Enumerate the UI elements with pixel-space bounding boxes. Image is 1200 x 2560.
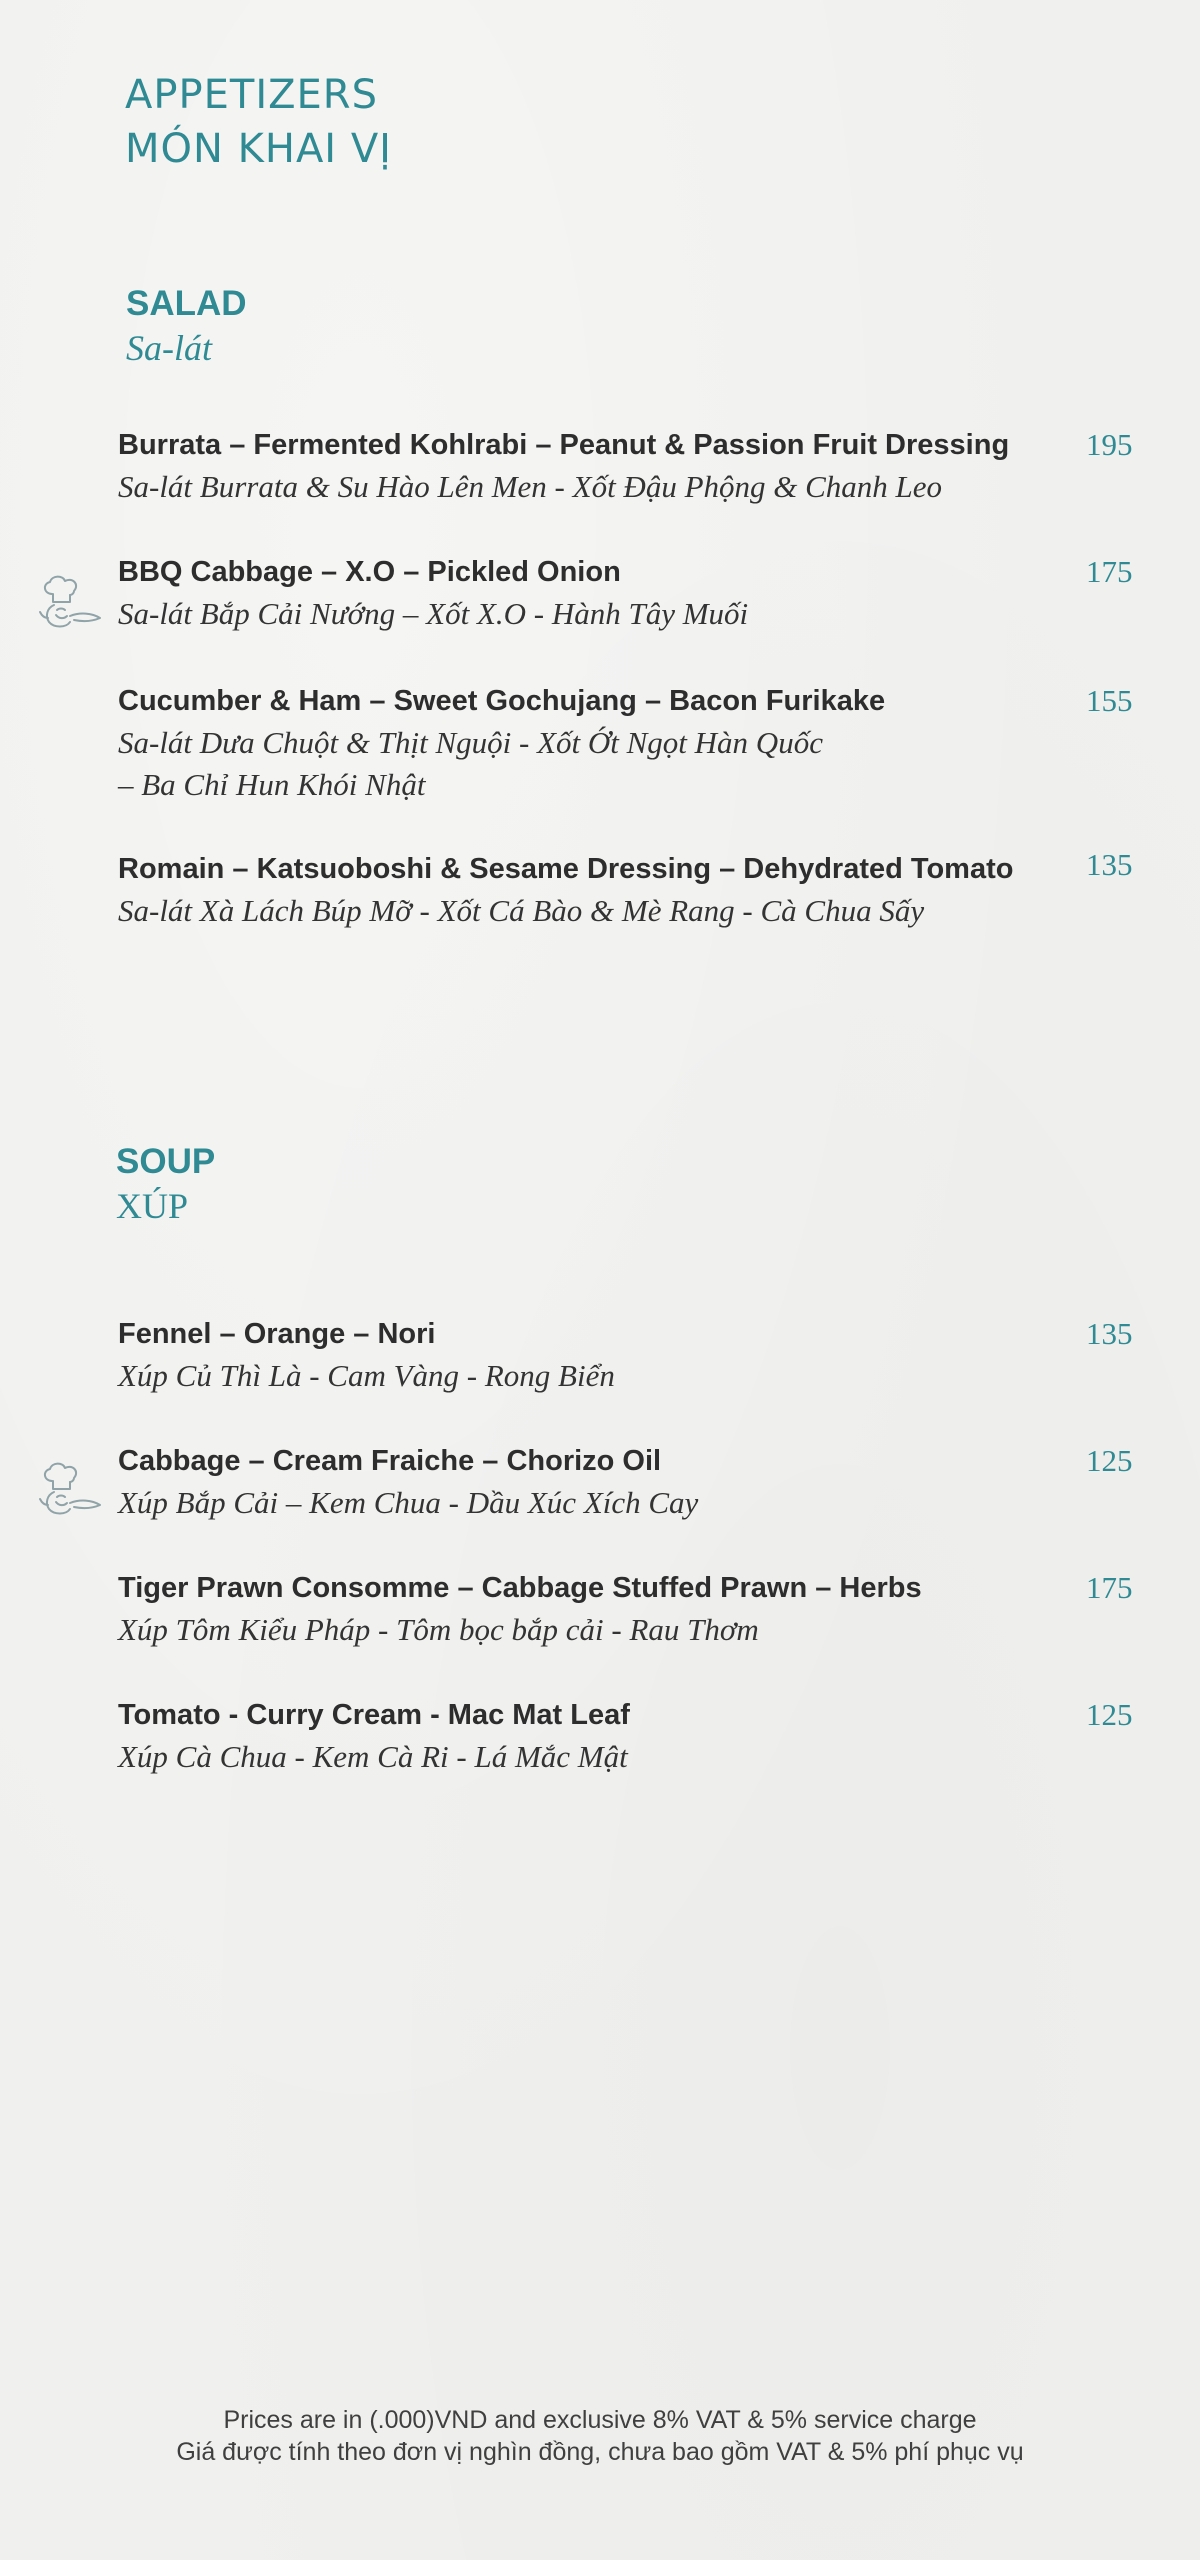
menu-item-price: 135 <box>1086 847 1133 882</box>
menu-item-name-en: Romain – Katsuoboshi & Sesame Dressing – Dehydrated Tomato <box>118 853 1014 885</box>
menu-item-name-en: Burrata – Fermented Kohlrabi – Peanut & Passion Fruit Dressing <box>118 429 1010 461</box>
soup-title-vi: XÚP <box>116 1186 189 1226</box>
menu-item <box>118 551 1078 635</box>
menu-item-name-vi: Sa-lát Dưa Chuột & Thịt Nguội - Xốt Ớt Ngọt Hàn Quốc <box>118 725 823 760</box>
menu-item-price: 175 <box>1086 1570 1133 1605</box>
soup-section-heading <box>116 1140 215 1228</box>
menu-item-name-vi: Sa-lát Xà Lách Búp Mỡ - Xốt Cá Bào & Mè Rang - Cà Chua Sấy <box>118 893 925 928</box>
salad-section-heading <box>126 282 247 370</box>
menu-item-name-vi: Xúp Tôm Kiểu Pháp - Tôm bọc bắp cải - Rau Thơm <box>118 1612 759 1647</box>
menu-item <box>118 1313 1078 1397</box>
menu-item-name-en: Cabbage – Cream Fraiche – Chorizo Oil <box>118 1445 662 1477</box>
menu-item-name-vi: Xúp Củ Thì Là - Cam Vàng - Rong Biển <box>118 1358 615 1393</box>
menu-item-price: 195 <box>1086 427 1133 462</box>
menu-item-name-en: BBQ Cabbage – X.O – Pickled Onion <box>118 556 621 588</box>
price-note <box>0 2404 1200 2468</box>
menu-item-name-en: Fennel – Orange – Nori <box>118 1318 436 1350</box>
menu-item-price: 125 <box>1086 1443 1133 1478</box>
price-note-vi: Giá được tính theo đơn vị nghìn đồng, chưa bao gồm VAT & 5% phí phục vụ <box>176 2438 1024 2466</box>
salad-title-vi: Sa-lát <box>126 328 212 368</box>
menu-item <box>118 424 1078 508</box>
menu-item-name-vi: Sa-lát Burrata & Su Hào Lên Men - Xốt Đậu Phộng & Chanh Leo <box>118 469 943 504</box>
page-title <box>125 68 392 176</box>
price-note-en: Prices are in (.000)VND and exclusive 8% VAT & 5% service charge <box>223 2406 977 2434</box>
menu-item-price: 155 <box>1086 683 1133 718</box>
menu-item <box>118 680 1078 806</box>
menu-item-name-vi: Xúp Cà Chua - Kem Cà Ri - Lá Mắc Mật <box>118 1739 628 1774</box>
menu-item-name-vi-continued: – Ba Chỉ Hun Khói Nhật <box>118 767 426 802</box>
menu-item-price: 175 <box>1086 554 1133 589</box>
menu-item-name-vi: Sa-lát Bắp Cải Nướng – Xốt X.O - Hành Tây Muối <box>118 596 749 631</box>
menu-item-price: 125 <box>1086 1697 1133 1732</box>
page-title-en: APPETIZERS <box>125 72 378 118</box>
menu-item-name-en: Tomato - Curry Cream - Mac Mat Leaf <box>118 1699 630 1731</box>
page-title-vi: MÓN KHAI VỊ <box>125 126 392 172</box>
chef-recommendation-icon <box>30 1459 106 1519</box>
salad-title-en: SALAD <box>126 284 247 323</box>
menu-item <box>118 1440 1078 1524</box>
soup-title-en: SOUP <box>116 1142 216 1181</box>
menu-item-name-en: Cucumber & Ham – Sweet Gochujang – Bacon Furikake <box>118 685 886 717</box>
menu-item <box>118 1694 1078 1778</box>
menu-item-name-en: Tiger Prawn Consomme – Cabbage Stuffed Prawn – Herbs <box>118 1572 922 1604</box>
menu-item <box>118 848 1078 932</box>
menu-item-name-vi: Xúp Bắp Cải – Kem Chua - Dầu Xúc Xích Cay <box>118 1485 699 1520</box>
menu-item-price: 135 <box>1086 1316 1133 1351</box>
menu-item <box>118 1567 1078 1651</box>
chef-recommendation-icon <box>30 572 106 632</box>
